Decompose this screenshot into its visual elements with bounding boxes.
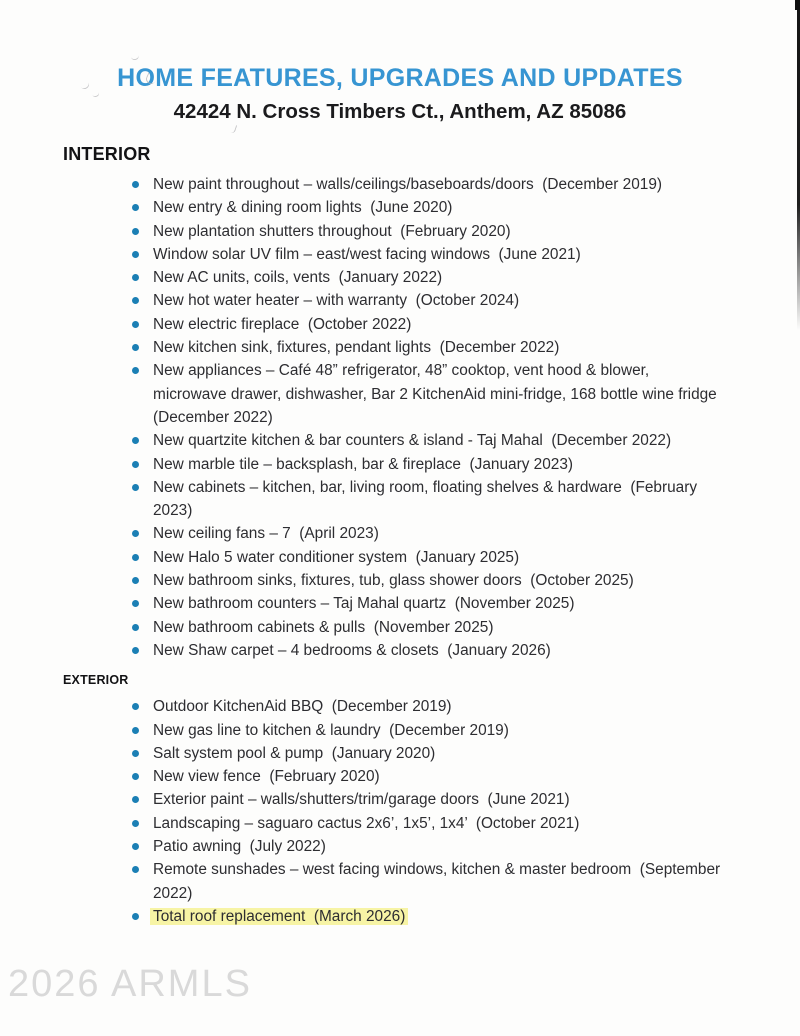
bullet-icon	[132, 181, 139, 188]
bullet-icon	[132, 843, 139, 850]
list-item	[133, 765, 725, 788]
item-text: New entry & dining room lights (June 2020)	[153, 199, 453, 217]
item-text: New AC units, coils, vents (January 2022)	[153, 269, 443, 287]
item-text: Outdoor KitchenAid BBQ (December 2019)	[153, 698, 452, 716]
item-text: New bathroom sinks, fixtures, tub, glass shower doors (October 2025)	[153, 572, 634, 590]
feature-sections	[63, 144, 752, 928]
feature-list-exterior	[133, 695, 725, 928]
bullet-icon	[132, 367, 139, 374]
bullet-icon	[132, 251, 139, 258]
bullet-icon	[132, 624, 139, 631]
item-text: Window solar UV film – east/west facing windows (June 2021)	[153, 245, 581, 263]
list-item	[133, 905, 725, 928]
item-text: Remote sunshades – west facing windows, kitchen & master bedroom (September 2022)	[153, 861, 725, 902]
bullet-icon	[132, 530, 139, 537]
bullet-icon	[132, 703, 139, 710]
item-text: New marble tile – backsplash, bar & fireplace (January 2023)	[153, 455, 574, 473]
armls-watermark: 2026 ARMLS	[8, 963, 252, 1005]
item-text: New gas line to kitchen & laundry (December 2019)	[153, 721, 509, 739]
bullet-icon	[132, 750, 139, 757]
bullet-icon	[132, 727, 139, 734]
list-item	[133, 569, 725, 592]
bullet-icon	[132, 820, 139, 827]
list-item	[133, 220, 725, 243]
list-item	[133, 266, 725, 289]
bullet-icon	[132, 204, 139, 211]
item-text: New view fence (February 2020)	[153, 768, 380, 786]
list-item	[133, 812, 725, 835]
item-text: New electric fireplace (October 2022)	[153, 315, 412, 333]
list-item	[133, 359, 725, 429]
scan-artifact	[227, 123, 237, 134]
item-text: New bathroom cabinets & pulls (November 2025)	[153, 618, 494, 636]
section-heading-interior: INTERIOR	[63, 144, 151, 164]
list-item	[133, 476, 725, 523]
bullet-icon	[132, 773, 139, 780]
highlighted-item-text: Total roof replacement (March 2026)	[153, 907, 406, 925]
bullet-icon	[132, 274, 139, 281]
bullet-icon	[132, 297, 139, 304]
list-item	[133, 313, 725, 336]
bullet-icon	[132, 344, 139, 351]
bullet-icon	[132, 461, 139, 468]
section-heading-exterior: EXTERIOR	[63, 673, 129, 688]
list-item	[133, 522, 725, 545]
property-address: 42424 N. Cross Timbers Ct., Anthem, AZ 85086	[173, 100, 627, 123]
bullet-icon	[132, 554, 139, 561]
list-item	[133, 858, 725, 905]
scan-corner-mark	[795, 0, 800, 10]
list-item	[133, 429, 725, 452]
list-item	[133, 719, 725, 742]
list-item	[133, 616, 725, 639]
list-item	[133, 835, 725, 858]
bullet-icon	[132, 484, 139, 491]
list-item	[133, 592, 725, 615]
item-text: New kitchen sink, fixtures, pendant lights (December 2022)	[153, 339, 560, 357]
list-item	[133, 742, 725, 765]
item-text: Exterior paint – walls/shutters/trim/garage doors (June 2021)	[153, 791, 570, 809]
feature-list-interior	[133, 173, 725, 662]
item-text: New cabinets – kitchen, bar, living room, floating shelves & hardware (February 2023)	[153, 478, 702, 520]
list-item	[133, 243, 725, 266]
bullet-icon	[132, 913, 139, 920]
item-text: Patio awning (July 2022)	[153, 838, 326, 856]
bullet-icon	[132, 577, 139, 584]
bullet-icon	[132, 647, 139, 654]
item-text: New Shaw carpet – 4 bedrooms & closets (January 2026)	[153, 641, 551, 659]
item-text: New Halo 5 water conditioner system (January 2025)	[153, 548, 520, 566]
bullet-icon	[132, 600, 139, 607]
list-item	[133, 289, 725, 312]
list-item	[133, 546, 725, 569]
item-text: Landscaping – saguaro cactus 2x6’, 1x5’, 1x4’ (October 2021)	[153, 814, 580, 832]
item-text: New bathroom counters – Taj Mahal quartz (November 2025)	[153, 595, 575, 613]
item-text: New appliances – Café 48” refrigerator, 48” cooktop, vent hood & blower, microwave drawer, dishwasher, Bar 2 KitchenAid mini-fridge, 168 bottle wine fridge (December 2022)	[153, 362, 726, 426]
item-text: New plantation shutters throughout (February 2020)	[153, 222, 511, 240]
item-text: New ceiling fans – 7 (April 2023)	[153, 525, 379, 543]
list-item	[133, 196, 725, 219]
item-text: New quartzite kitchen & bar counters & island - Taj Mahal (December 2022)	[153, 432, 672, 450]
list-item	[133, 453, 725, 476]
bullet-icon	[132, 796, 139, 803]
list-item	[133, 173, 725, 196]
list-item	[133, 639, 725, 662]
bullet-icon	[132, 437, 139, 444]
bullet-icon	[132, 866, 139, 873]
bullet-icon	[132, 228, 139, 235]
item-text: New hot water heater – with warranty (October 2024)	[153, 292, 520, 310]
list-item	[133, 788, 725, 811]
bullet-icon	[132, 321, 139, 328]
list-item	[133, 695, 725, 718]
page-title: HOME FEATURES, UPGRADES AND UPDATES	[117, 64, 683, 92]
item-text: New paint throughout – walls/ceilings/baseboards/doors (December 2019)	[153, 176, 663, 193]
list-item	[133, 336, 725, 359]
item-text: Salt system pool & pump (January 2020)	[153, 744, 436, 762]
